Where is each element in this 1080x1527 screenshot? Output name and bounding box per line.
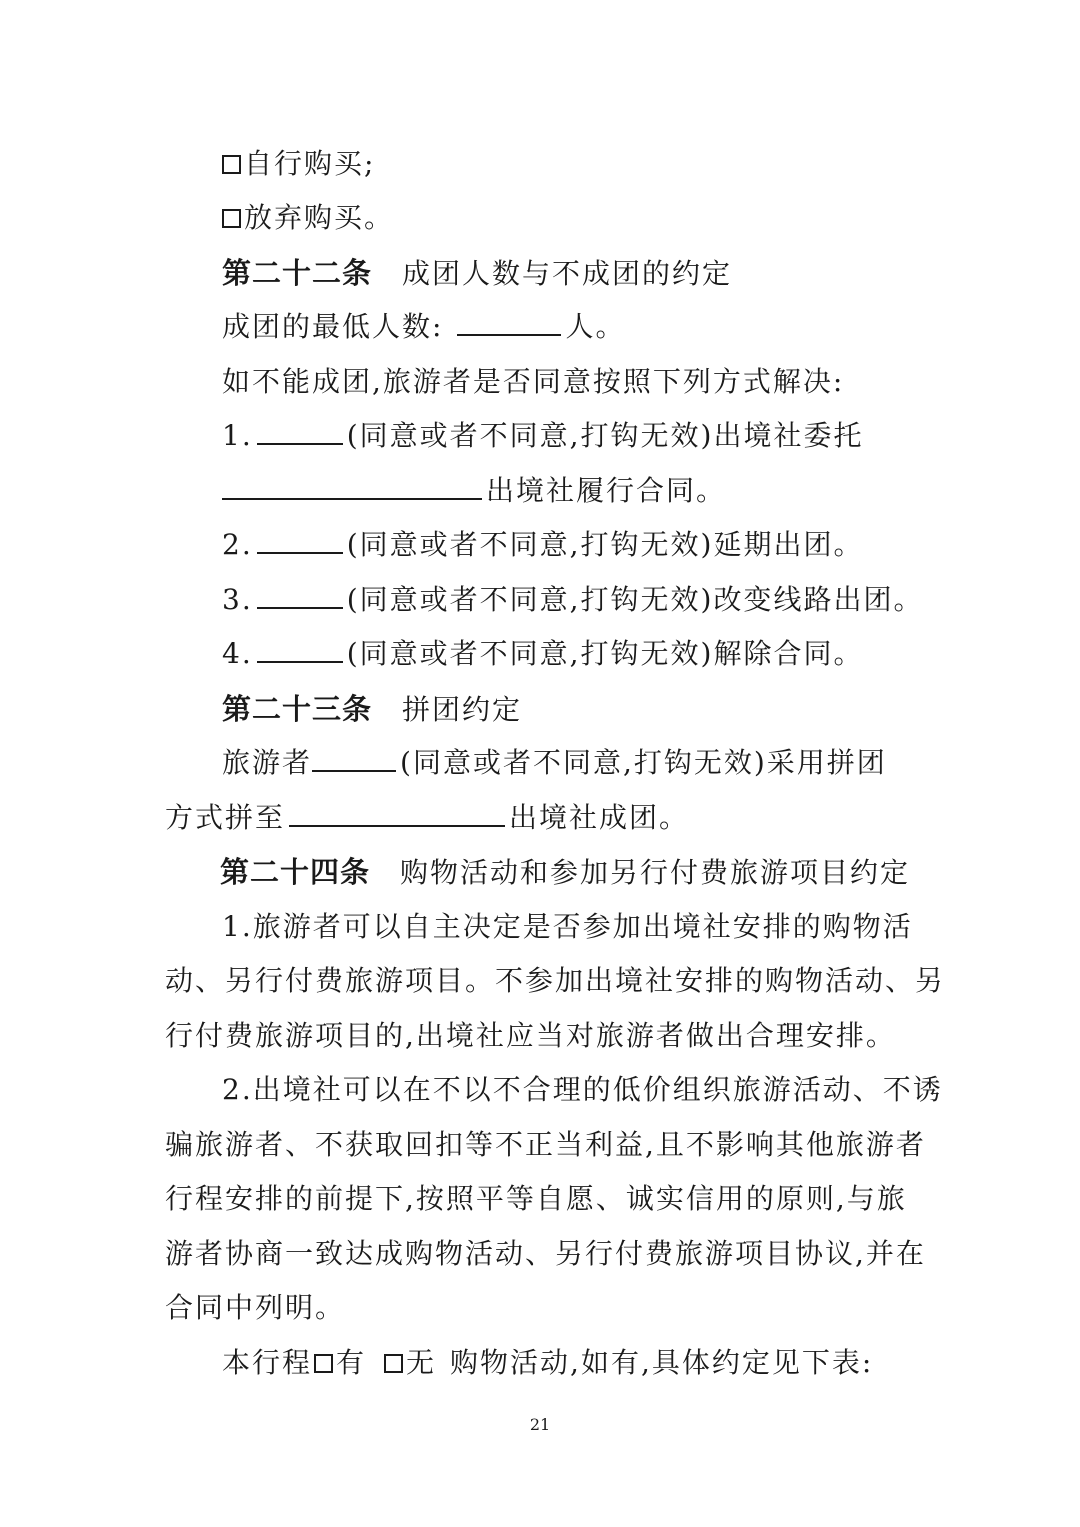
option-self-purchase: 自行购买;	[222, 144, 982, 184]
option-1-blank[interactable]	[257, 417, 343, 445]
paragraph-2-line-2: 骗旅游者、不获取回扣等不正当利益,且不影响其他旅游者	[165, 1128, 926, 1161]
article-23-heading	[222, 689, 982, 729]
article-24-number: 第二十四条	[220, 855, 371, 889]
paragraph-2-line-4: 游者协商一致达成购物活动、另行付费旅游项目协议,并在	[165, 1237, 926, 1270]
option-3-blank[interactable]	[257, 581, 343, 609]
article-22-heading	[222, 253, 982, 293]
if-not-formed-line: 如不能成团,旅游者是否同意按照下列方式解决:	[222, 365, 845, 398]
article-23-title: 拼团约定	[402, 693, 523, 726]
page-number: 21	[529, 1415, 551, 1434]
paragraph-1-line-2: 动、另行付费旅游项目。不参加出境社安排的购物活动、另	[165, 964, 946, 997]
paragraph-1-line-1: 1.旅游者可以自主决定是否参加出境社安排的购物活	[222, 910, 913, 943]
joint-group-line-1: 旅游者 (同意或者不同意,打钩无效)采用拼团	[222, 746, 887, 779]
option-4-blank[interactable]	[257, 635, 343, 663]
joint-group-line-2: 方式拼至 出境社成团。	[165, 801, 690, 834]
option-3-line: 3. (同意或者不同意,打钩无效)改变线路出团。	[222, 583, 924, 616]
option-waive-purchase: 放弃购买。	[222, 198, 982, 238]
option-2-blank[interactable]	[257, 526, 343, 554]
option-2-line: 2. (同意或者不同意,打钩无效)延期出团。	[222, 528, 864, 561]
article-22-title: 成团人数与不成团的约定	[402, 257, 733, 290]
entrusted-agency-blank[interactable]	[222, 472, 482, 500]
article-24-title: 购物活动和参加另行付费旅游项目约定	[400, 856, 911, 889]
paragraph-1-line-3: 行付费旅游项目的,出境社应当对旅游者做出合理安排。	[165, 1019, 896, 1052]
article-22-number: 第二十二条	[222, 256, 373, 290]
joint-group-agency-blank[interactable]	[289, 799, 505, 827]
checkbox-shopping-yes[interactable]	[314, 1354, 333, 1373]
option-1-continuation: 出境社履行合同。	[222, 471, 982, 511]
checkbox-shopping-no[interactable]	[384, 1354, 403, 1373]
article-23-number: 第二十三条	[222, 692, 373, 726]
paragraph-2-line-5: 合同中列明。	[165, 1291, 346, 1324]
joint-group-consent-blank[interactable]	[312, 744, 396, 772]
min-group-size-blank[interactable]	[457, 308, 561, 336]
checkbox-self-purchase[interactable]	[222, 155, 241, 174]
min-group-size-line: 成团的最低人数: 人。	[222, 310, 626, 343]
option-1-line: 1. (同意或者不同意,打钩无效)出境社委托	[222, 419, 864, 452]
option-4-line: 4. (同意或者不同意,打钩无效)解除合同。	[222, 637, 864, 670]
article-24-heading	[220, 852, 980, 892]
shopping-activity-line: 本行程 有 无 购物活动,如有,具体约定见下表:	[222, 1346, 874, 1379]
checkbox-waive-purchase[interactable]	[222, 209, 241, 228]
paragraph-2-line-3: 行程安排的前提下,按照平等自愿、诚实信用的原则,与旅	[165, 1182, 907, 1215]
paragraph-2-line-1: 2.出境社可以在不以不合理的低价组织旅游活动、不诱	[222, 1073, 943, 1106]
